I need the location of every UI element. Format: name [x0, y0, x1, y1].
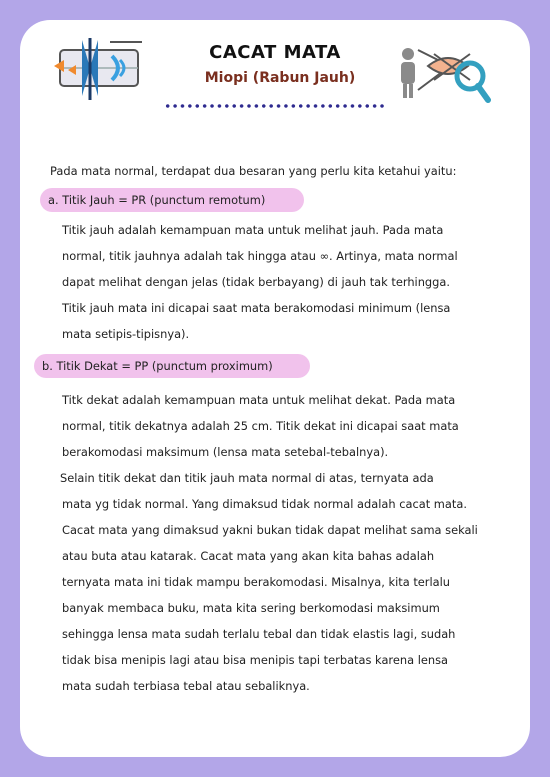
body-line: mata sudah terbiasa tebal atau sebaliknya.: [62, 679, 310, 693]
body-line: normal, titik jauhnya adalah tak hingga atau ∞. Artinya, mata normal: [62, 249, 458, 263]
section-b-heading: b. Titik Dekat = PP (punctum proximum): [34, 354, 310, 378]
section-a-body: [62, 217, 458, 347]
body-line: berakomodasi maksimum (lensa mata setebal-tebalnya).: [62, 445, 389, 459]
body-line: sehingga lensa mata sudah terlalu tebal dan tidak elastis lagi, sudah: [62, 627, 456, 641]
page-title: CACAT MATA: [209, 42, 341, 63]
body-line: dapat melihat dengan jelas (tidak berbayang) di jauh tak terhingga.: [62, 275, 450, 289]
body-line: normal, titik dekatnya adalah 25 cm. Titik dekat ini dicapai saat mata: [62, 419, 459, 433]
section-b-body: [62, 387, 459, 465]
page-subtitle: Miopi (Rabun Jauh): [204, 70, 356, 86]
body-line: ternyata mata ini tidak mampu berakomodasi. Misalnya, kita terlalu: [62, 575, 451, 589]
body-line: tidak bisa menipis lagi atau bisa menipis tapi terbatas karena lensa: [62, 653, 448, 667]
continuation-body: [50, 465, 478, 699]
body-line: Cacat mata yang dimaksud yakni bukan tidak dapat melihat sama sekali: [62, 523, 478, 537]
section-a-heading: a. Titik Jauh = PR (punctum remotum): [40, 188, 304, 212]
body-line: atau buta atau katarak. Cacat mata yang akan kita bahas adalah: [62, 549, 435, 563]
body-line: banyak membaca buku, mata kita sering berkomodasi maksimum: [62, 601, 440, 615]
body-line: mata yg tidak normal. Yang dimaksud tidak normal adalah cacat mata.: [62, 497, 467, 511]
body-line: Selain titik dekat dan titik jauh mata normal di atas, ternyata ada: [60, 471, 434, 485]
body-line: mata setipis-tipisnya).: [62, 327, 190, 341]
dotted-divider: [164, 104, 386, 108]
intro-text: Pada mata normal, terdapat dua besaran yang perlu kita ketahui yaitu:: [50, 164, 457, 178]
body-line: Titik jauh adalah kemampuan mata untuk melihat jauh. Pada mata: [62, 223, 444, 237]
body-line: Titik jauh mata ini dicapai saat mata berakomodasi minimum (lensa: [62, 301, 451, 315]
body-line: Titk dekat adalah kemampuan mata untuk melihat dekat. Pada mata: [62, 393, 456, 407]
